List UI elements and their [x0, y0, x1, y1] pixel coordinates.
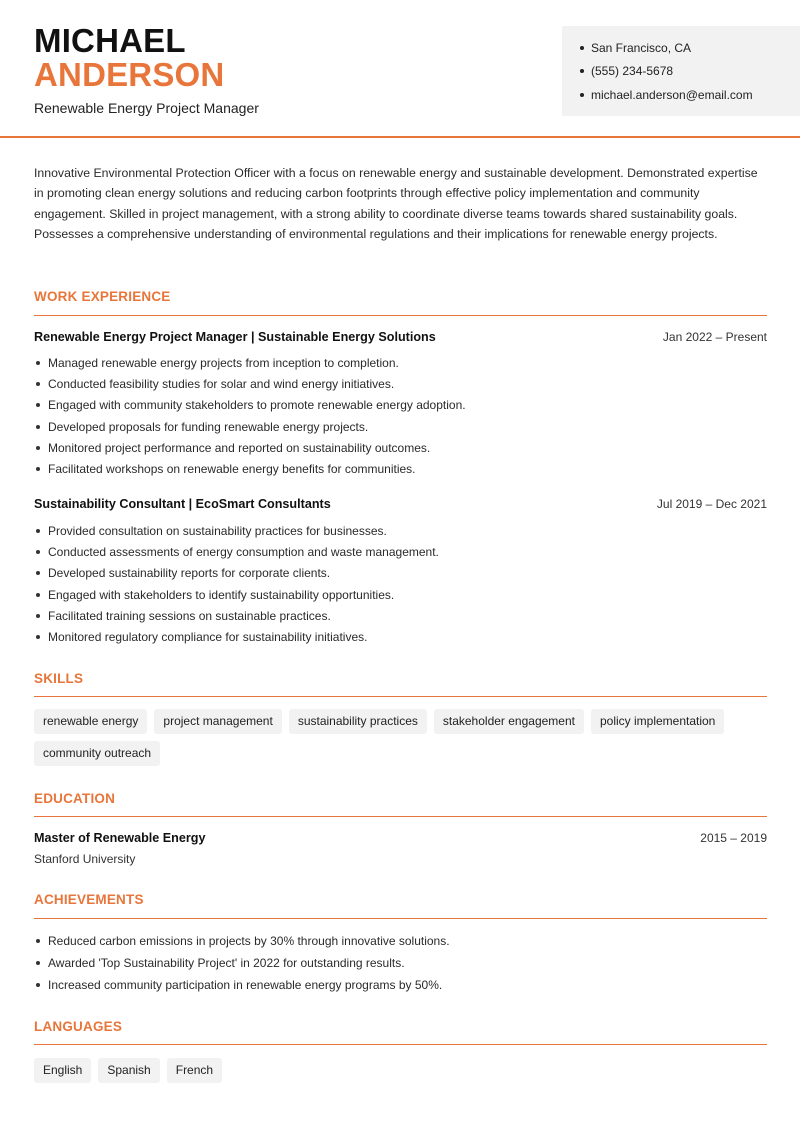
achievements-list — [34, 930, 767, 996]
contact-box — [562, 26, 800, 116]
bullet-icon — [36, 614, 40, 618]
list-item-text: Developed proposals for funding renewable energy projects. — [48, 419, 369, 434]
bullet-icon — [36, 467, 40, 471]
language-tags — [34, 1058, 767, 1090]
bullet-icon — [36, 635, 40, 639]
list-item-text: Conducted assessments of energy consumption and waste management. — [48, 544, 439, 559]
education-heading: EDUCATION — [34, 791, 116, 806]
job-title-company: Renewable Energy Project Manager | Sustainable Energy Solutions — [34, 330, 436, 344]
contact-phone-text: (555) 234-5678 — [591, 64, 674, 79]
skill-tag: sustainability practices — [289, 709, 427, 734]
list-item — [34, 373, 767, 394]
section-divider — [34, 696, 767, 697]
section-divider — [34, 918, 767, 919]
bullet-icon — [580, 93, 584, 97]
skill-tag: community outreach — [34, 741, 160, 766]
work-experience-heading: WORK EXPERIENCE — [34, 289, 171, 304]
section-divider — [34, 315, 767, 316]
list-item-text: Engaged with stakeholders to identify sustainability opportunities. — [48, 587, 395, 602]
language-tag: English — [34, 1058, 91, 1083]
skill-tag: renewable energy — [34, 709, 147, 734]
bullet-icon — [36, 446, 40, 450]
bullet-icon — [580, 46, 584, 50]
job-title-company: Sustainability Consultant | EcoSmart Consultants — [34, 497, 331, 511]
bullet-icon — [36, 550, 40, 554]
list-item — [34, 952, 767, 974]
list-item — [34, 458, 767, 479]
bullet-icon — [36, 361, 40, 365]
degree-title: Master of Renewable Energy — [34, 831, 206, 845]
school-name: Stanford University — [34, 852, 136, 866]
list-item-text: Awarded 'Top Sustainability Project' in 2022 for outstanding results. — [48, 956, 405, 970]
last-name: ANDERSON — [34, 56, 225, 93]
list-item — [34, 974, 767, 996]
list-item — [34, 395, 767, 416]
skills-tags — [34, 709, 767, 773]
bullet-icon — [36, 983, 40, 987]
list-item — [34, 352, 767, 373]
resume-header — [0, 0, 800, 138]
bullet-icon — [36, 529, 40, 533]
list-item-text: Reduced carbon emissions in projects by 30% through innovative solutions. — [48, 934, 450, 948]
section-divider — [34, 816, 767, 817]
skill-tag: project management — [154, 709, 281, 734]
section-divider — [34, 1044, 767, 1045]
list-item-text: Provided consultation on sustainability practices for businesses. — [48, 523, 387, 538]
list-item — [34, 930, 767, 952]
job-header — [34, 497, 767, 511]
skill-tag: policy implementation — [591, 709, 724, 734]
list-item-text: Facilitated workshops on renewable energy benefits for communities. — [48, 462, 416, 477]
list-item-text: Facilitated training sessions on sustainable practices. — [48, 608, 331, 623]
bullet-icon — [36, 382, 40, 386]
first-name: MICHAEL — [34, 22, 186, 59]
education-header — [34, 831, 767, 845]
list-item-text: Managed renewable energy projects from inception to completion. — [48, 355, 399, 370]
contact-location — [580, 36, 800, 60]
list-item — [34, 584, 767, 605]
bullet-icon — [36, 961, 40, 965]
list-item-text: Developed sustainability reports for corporate clients. — [48, 566, 331, 581]
list-item — [34, 626, 767, 647]
languages-heading: LANGUAGES — [34, 1019, 123, 1034]
achievements-heading: ACHIEVEMENTS — [34, 892, 144, 907]
contact-location-text: San Francisco, CA — [591, 40, 692, 55]
job-date: Jul 2019 – Dec 2021 — [656, 497, 767, 511]
job-date: Jan 2022 – Present — [662, 330, 767, 344]
job-header — [34, 330, 767, 344]
list-item-text: Conducted feasibility studies for solar and wind energy initiatives. — [48, 376, 395, 391]
job-bullets — [34, 520, 767, 648]
bullet-icon — [36, 425, 40, 429]
contact-phone — [580, 60, 800, 84]
education-date: 2015 – 2019 — [700, 831, 767, 845]
list-item-text: Engaged with community stakeholders to promote renewable energy adoption. — [48, 398, 466, 413]
list-item — [34, 605, 767, 626]
list-item-text: Monitored regulatory compliance for sustainability initiatives. — [48, 630, 368, 645]
bullet-icon — [36, 939, 40, 943]
skill-tag: stakeholder engagement — [434, 709, 584, 734]
bullet-icon — [36, 571, 40, 575]
language-tag: French — [167, 1058, 222, 1083]
list-item — [34, 437, 767, 458]
list-item — [34, 520, 767, 541]
skills-heading: SKILLS — [34, 671, 84, 686]
list-item-text: Increased community participation in renewable energy programs by 50%. — [48, 978, 443, 992]
contact-email-text[interactable]: michael.anderson@email.com — [591, 87, 753, 102]
list-item — [34, 563, 767, 584]
bullet-icon — [580, 69, 584, 73]
contact-email[interactable] — [580, 83, 800, 107]
language-tag: Spanish — [98, 1058, 159, 1083]
list-item-text: Monitored project performance and reported on sustainability outcomes. — [48, 440, 431, 455]
summary-paragraph: Innovative Environmental Protection Officer with a focus on renewable energy and sustainable development. Demonstrated expertise in promoting clean energy solutions and reducing carbon footprints through effective policy implementation and community engagement. Skilled in project management, with a strong ability to coordinate diverse teams towards shared sustainability goals. Possesses a comprehensive understanding of environmental regulations and their implications for renewable energy projects. — [34, 166, 758, 241]
bullet-icon — [36, 403, 40, 407]
list-item — [34, 541, 767, 562]
bullet-icon — [36, 593, 40, 597]
list-item — [34, 416, 767, 437]
job-bullets — [34, 352, 767, 480]
job-title: Renewable Energy Project Manager — [34, 100, 259, 116]
